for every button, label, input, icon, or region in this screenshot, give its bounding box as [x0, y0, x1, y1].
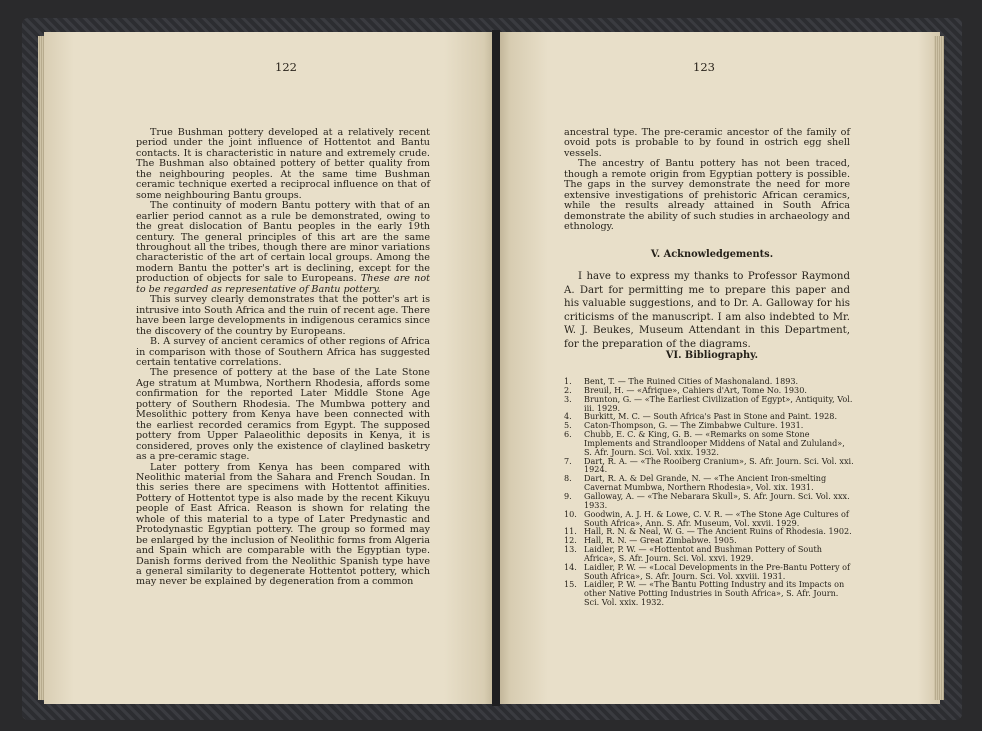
bibliography-list [564, 377, 854, 607]
bibliography-text: Galloway, A. — «The Nebarara Skull», S. Afr. Journ. Sci. Vol. xxx. 1933. [584, 490, 850, 510]
book-gutter [492, 30, 500, 706]
bibliography-number: 10. [564, 508, 577, 519]
bibliography-text: Breuil, H. — «Afrique», Cahiers d'Art, Tome No. 1930. [584, 384, 807, 395]
bibliography-number: 5. [564, 420, 572, 431]
bibliography-number: 7. [564, 455, 572, 466]
section-v-heading: V. Acknowledgements. [650, 249, 774, 260]
bibliography-entry [564, 510, 854, 528]
bibliography-text: Hall, R. N. — Great Zimbabwe. 1905. [584, 535, 737, 546]
bibliography-entry [564, 430, 854, 457]
right-page-number: 123 [693, 60, 715, 74]
bibliography-text: Laidler, P. W. — «Hottentot and Bushman Pottery of South Africa», S. Afr. Journ. Sci. Vol. xxvi. 1929. [584, 544, 822, 563]
bibliography-number: 3. [564, 393, 572, 404]
bibliography-text: Burkitt, M. C. — South Africa's Past in Stone and Paint. 1928. [584, 411, 838, 422]
acknowledgement-text [564, 270, 850, 351]
bibliography-entry [564, 395, 854, 413]
bibliography-text: Hall, R. N. & Neal, W. G. — The Ancient Ruins of Rhodesia. 1902. [584, 526, 852, 537]
bibliography-text: Caton-Thompson, G. — The Zimbabwe Culture. 1931. [584, 420, 804, 431]
bibliography-number: 8. [564, 473, 572, 484]
bibliography-entry [564, 492, 854, 510]
bibliography-entry [564, 563, 854, 581]
right-paragraph-2: The ancestry of Bantu pottery has not been traced, though a remote origin from Egyptian pottery is possible. The gaps in the survey demonstrate the need for more extensive investigations of prehistoric African ceramics, while the results already attained in South Africa demonstrate the ability of such studies in archaeology and ethnology. [564, 158, 850, 233]
right-intro-text [564, 128, 850, 233]
left-page-text [136, 128, 430, 588]
bibliography-number: 13. [564, 544, 577, 555]
section-vi-heading: VI. Bibliography. [665, 350, 759, 361]
bibliography-text: Laidler, P. W. — «The Bantu Potting Industry and its Impacts on other Native Potting Industries in South Africa», S. Afr. Journ. Sci. Vol. xxix. 1932. [584, 579, 845, 608]
left-page-number: 122 [275, 60, 297, 74]
bibliography-number: 15. [564, 579, 577, 590]
left-italic-sentence: These are not to be regarded as representative of Bantu pottery. [136, 273, 430, 295]
left-paragraph-2-text: The continuity of modern Bantu pottery with that of an earlier period cannot as a rule be demonstrated, owing to the great dislocation of Bantu peoples in the early 19th century. The general principles of this art are the same throughout all the tribes, though there are minor variations characteristic of the art of certain local groups. Among the modern Bantu the potter's art is declining, except for the production of objects for sale to Europeans. [136, 200, 430, 285]
bibliography-number: 4. [564, 411, 572, 422]
bibliography-text: Chubb, E. C. & King, G. B. — «Remarks on some Stone Implements and Strandlooper Middens of Natal and Zululand», S. Afr. Journ. Sci. Vol. xxix. 1932. [584, 429, 845, 457]
bibliography-entry [564, 580, 854, 607]
left-paragraph-1: True Bushman pottery developed at a relatively recent period under the joint influence of Hottentot and Bantu contacts. It is characteristic in nature and extremely crude. The Bushman also obtained pottery of better quality from the neighbouring peoples. At the same time Bushman ceramic technique exerted a reciprocal influence on that of some neighbouring Bantu groups. [136, 127, 430, 201]
bibliography-number: 1. [564, 376, 572, 386]
bibliography-text: Goodwin, A. J. H. & Lowe, C. V. R. — «The Stone Age Cultures of South Africa», Ann. S. Afr. Museum, Vol. xxvii. 1929. [584, 508, 849, 528]
bibliography-text: Dart, R. A. — «The Rooiberg Cranium», S. Afr. Journ. Sci. Vol. xxi. 1924. [584, 455, 854, 475]
left-paragraph-2 [136, 201, 430, 295]
bibliography-number: 11. [564, 526, 577, 537]
right-paragraph-1: ancestral type. The pre-ceramic ancestor of the family of ovoid pots is probable to by found in ostrich egg shell vessels. [564, 127, 850, 159]
left-paragraph-5: The presence of pottery at the base of the Late Stone Age stratum at Mumbwa, Northern Rhodesia, affords some confirmation for the reported Later Middle Stone Age pottery of Southern Rhodesia. The Mumbwa pottery and Mesolithic pottery from Kenya have been connected with the earliest recorded ceramics from Egypt. The supposed pottery from Upper Palaeolithic deposits in Kenya, it is considered, proves only the existence of claylined basketry as a pre-ceramic stage. [136, 367, 430, 463]
bibliography-text: Bent, T. — The Ruined Cities of Mashonaland. 1893. [584, 376, 799, 386]
left-paragraph-4: B. A survey of ancient ceramics of other regions of Africa in comparison with those of Southern Africa has suggested certain tentative correlations. [136, 336, 430, 368]
bibliography-text: Dart, R. A. & Del Grande, N. — «The Ancient Iron-smelting Cavernat Mumbwa, Northern Rhodesia», Vol. xix. 1931. [584, 473, 827, 493]
bibliography-entry [564, 474, 854, 492]
bibliography-number: 6. [564, 429, 572, 440]
bibliography-entry [564, 457, 854, 475]
bibliography-number: 12. [564, 535, 577, 546]
right-page-edges [934, 36, 944, 700]
acknowledgement-paragraph: I have to express my thanks to Professor Raymond A. Dart for permitting me to prepare this paper and his valuable suggestions, and to Dr. A. Galloway for his criticisms of the manuscript. I am also indebted to Mr. W. J. Beukes, Museum Attendant in this Department, for the preparation of the diagrams. [564, 271, 850, 350]
left-paragraph-3: This survey clearly demonstrates that the potter's art is intrusive into South Africa and the ruin of recent age. There have been large developments in indigenous ceramics since the discovery of the country by Europeans. [136, 294, 430, 337]
bibliography-entry [564, 545, 854, 563]
bibliography-text: Laidler, P. W. — «Local Developments in the Pre-Bantu Pottery of South Africa», S. Afr. Journ. Sci. Vol. xxviii. 1931. [584, 561, 851, 581]
bibliography-number: 9. [564, 490, 572, 501]
bibliography-number: 14. [564, 561, 577, 572]
left-paragraph-6: Later pottery from Kenya has been compared with Neolithic material from the Sahara and French Soudan. In this series there are specimens with Hottentot affinities. Pottery of Hottentot type is also made by the recent Kikuyu people of East Africa. Reason is shown for relating the whole of this material to a type of Later Predynastic and Protodynastic Egyptian pottery. The group so formed may be enlarged by the inclusion of Neolithic forms from Algeria and Spain which are comparable with the Egyptian type. Danish forms derived from the Neolithic Spanish type have a general similarity to degenerate Hottentot pottery, which may never be explained by degeneration from a common [136, 461, 430, 588]
bibliography-number: 2. [564, 384, 572, 395]
bibliography-text: Brunton, G. — «The Earliest Civilization of Egypt», Antiquity, Vol. iii. 1929. [584, 393, 853, 413]
